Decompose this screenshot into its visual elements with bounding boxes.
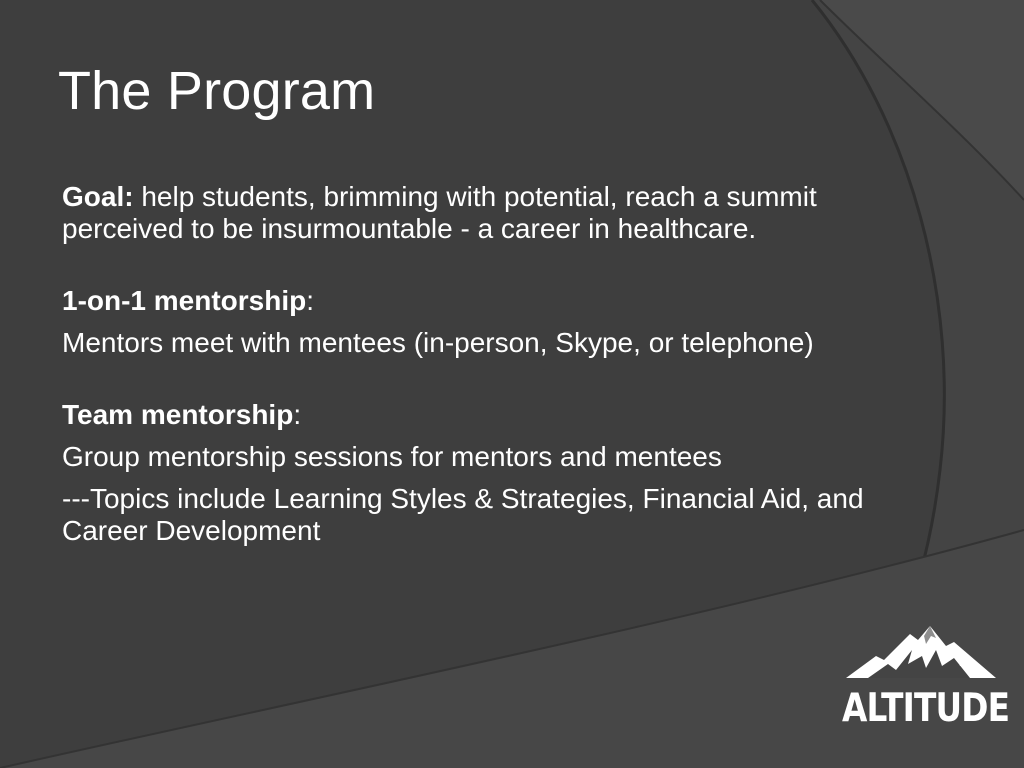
goal-text: help students, brimming with potential, reach a summit perceived to be insurmountable - a career in healthcare. [62, 181, 817, 244]
one-on-one-heading-line [62, 285, 892, 317]
team-heading-line [62, 399, 892, 431]
goal-label: Goal: [62, 181, 134, 212]
team-colon: : [293, 399, 302, 430]
slide-body [62, 181, 892, 547]
logo-text: ALTITUDE [842, 686, 1010, 731]
team-line-2: ---Topics include Learning Styles & Strategies, Financial Aid, and Career Development [62, 483, 864, 546]
one-on-one-heading: 1-on-1 mentorship [62, 285, 307, 316]
one-on-one-text: Mentors meet with mentees (in-person, Skype, or telephone) [62, 327, 814, 358]
altitude-logo [838, 620, 1010, 740]
team-heading: Team mentorship [62, 399, 294, 430]
mountain-icon [838, 620, 1003, 690]
goal-paragraph [62, 181, 892, 245]
team-line-1: Group mentorship sessions for mentors and mentees [62, 441, 722, 472]
one-on-one-colon: : [306, 285, 315, 316]
slide-title: The Program [58, 61, 376, 121]
